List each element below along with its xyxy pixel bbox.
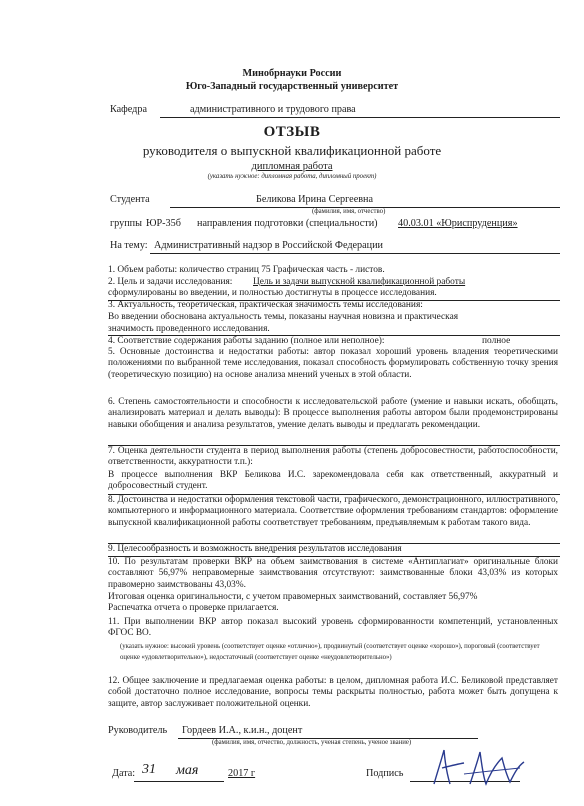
department-value: административного и трудового права <box>190 104 356 115</box>
item-4-label: 4. Соответствие содержания работы заданию (полное или неполное): <box>108 336 385 346</box>
work-type: дипломная работа <box>251 161 333 172</box>
supervisor-value: Гордеев И.А., к.и.н., доцент <box>182 725 303 736</box>
item-5: 5. Основные достоинства и недостатки работы: автор показал хороший уровень владения теоретическими положениями по выбранной теме исследования, показал способность формулировать собственную точку зрения (теоретическую позицию) на основе анализа мнений ученых в этой области. <box>108 347 558 380</box>
item-2-cont: сформулированы во введении, и полностью достигнуты в процессе исследования. <box>108 288 437 298</box>
item-11-note: (указать нужное: высокий уровень (соответствует оценке «отлично»), продвинутый (соответствует оценке «хорошо»), пороговый (соответствует оценке «удовлетворительно»), недостаточный (соответствует оценке «неудовлетворительно») <box>120 643 540 661</box>
group-label: группы <box>110 218 142 229</box>
topic-underline <box>150 253 560 254</box>
ministry-heading: Минобрнауки России <box>242 68 342 79</box>
signature-label: Подпись <box>366 768 404 779</box>
item-8: 8. Достоинства и недостатки оформления текстовой части, графического, демонстрационного, иллюстративного, компьютерного и информационного материала. Соответствие оформления требованиям стандартов: оформление выпускной квалификационной работы соответствует требованиям, предъявляемым к работам такого вида. <box>108 495 558 528</box>
university-heading: Юго-Западный государственный университет <box>185 81 399 92</box>
document-subtitle: руководителя о выпускной квалификационной работе <box>142 143 442 158</box>
item-2-label: 2. Цель и задачи исследования: <box>108 277 233 287</box>
item-7: 7. Оценка деятельности студента в период выполнения работы (степень добросовестности, работоспособности, ответственности, аккуратности т.п.): <box>108 446 558 468</box>
item-2-value: Цель и задачи выпускной квалификационной работы <box>253 277 466 287</box>
work-type-note: (указать нужное: дипломная работа, дипломный проект) <box>207 173 377 180</box>
student-label: Студента <box>110 194 150 205</box>
signature-image <box>420 744 530 790</box>
item-9: 9. Целесообразность и возможность внедрения результатов исследования <box>108 544 402 554</box>
topic-label: На тему: <box>110 240 148 251</box>
item-7-value: В процессе выполнения ВКР Беликова И.С. зарекомендовала себя как ответственный, аккуратный и добросовестный студент. <box>108 470 558 492</box>
item-10: 10. По результатам проверки ВКР на объем заимствования в системе «Антиплагиат» оригинальные блоки составляют 56,97% неправомерные заимствования отсутствуют: заимствованные блоки 43,03% из которых правомерно заимствованы 43,03%. <box>108 557 558 590</box>
date-year: 2017 г <box>228 768 256 779</box>
item-4-value: полное <box>482 336 511 346</box>
date-underline <box>134 781 224 782</box>
item-3-value: Во введении обоснована актуальность темы, показаны научная новизна и практическая <box>108 312 459 322</box>
direction-label: направления подготовки (специальности) <box>197 218 378 229</box>
item-10-note: Распечатка отчета о проверке прилагается. <box>108 603 279 613</box>
department-label: Кафедра <box>110 104 147 115</box>
date-month: мая <box>176 763 199 778</box>
topic-value: Административный надзор в Российской Федерации <box>154 240 384 251</box>
supervisor-label: Руководитель <box>108 725 168 736</box>
item-3-cont: значимость проведенного исследования. <box>108 324 270 334</box>
item-10-total: Итоговая оценка оригинальности, с учетом правомерных заимствований, составляет 56,97% <box>108 592 478 602</box>
item-3-label: 3. Актуальность, теоретическая, практическая значимость темы исследования: <box>108 300 423 310</box>
direction-value: 40.03.01 «Юриспруденция» <box>398 218 518 229</box>
date-label: Дата: <box>112 768 136 779</box>
group-value: ЮР-35б <box>146 218 181 229</box>
document-title: ОТЗЫВ <box>263 124 321 140</box>
date-day: 31 <box>142 762 156 777</box>
item-1: 1. Объем работы: количество страниц 75 Графическая часть - листов. <box>108 265 385 275</box>
item-12: 12. Общее заключение и предлагаемая оценка работы: в целом, дипломная работа И.С. Беликовой представляет собой достаточно полное исследование, вопросы темы раскрыты полностью, работа может быть допущена к защите, автор заслуживает положительной оценки. <box>108 676 558 709</box>
supervisor-note: (фамилия, имя, отчество, должность, ученая степень, ученое звание) <box>212 739 412 746</box>
student-name: Беликова Ирина Сергеевна <box>256 194 374 205</box>
item-11: 11. При выполнении ВКР автор показал высокий уровень сформированности компетенций, установленных ФГОС ВО. <box>108 617 558 639</box>
item-6: 6. Степень самостоятельности и способности к исследовательской работе (умение и навыки искать, обобщать, анализировать материал и делать выводы): В процессе выполнения работы автором были продемонстрированы навыки обобщения и анализа результатов, умение делать выводы и предлагать рекомендации. <box>108 397 558 430</box>
student-name-note: (фамилия, имя, отчество) <box>312 208 386 215</box>
department-underline <box>160 117 560 118</box>
